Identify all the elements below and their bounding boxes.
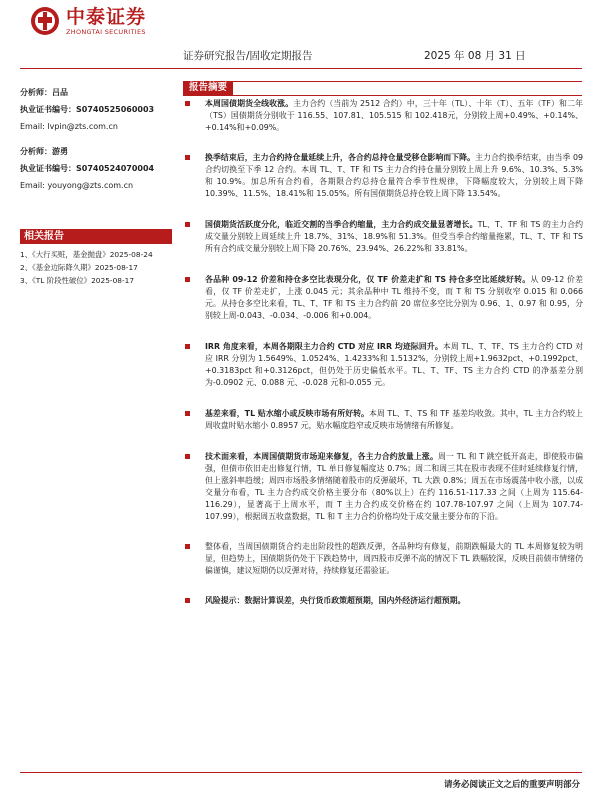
report-type: 证券研究报告/固收定期报告 xyxy=(183,50,313,62)
bullet-square-icon xyxy=(185,544,190,549)
point-text: 主力合约换季结束，由当季 09 合约切换至下季 12 合约。本周 TL、T、TF 和 TS 主力合约持仓量分别较上周上升 9.6%、10.3%、5.3%和 10.9%。加总所有合约看，各期限合约总持仓量符合季节性规律，下降幅度较大，分别较上周下降 10.39%、11.5%、18.41%和 15.05%。所有国债期货总持仓较上周下降 13.54%。 xyxy=(205,153,583,198)
zhongtai-logo-icon xyxy=(30,6,60,36)
risk-warning xyxy=(183,595,583,607)
company-logo xyxy=(30,6,146,36)
bullet-square-icon xyxy=(185,454,190,459)
summary-point xyxy=(183,451,583,523)
related-reports-list xyxy=(20,249,176,288)
analyst-name-row xyxy=(20,145,172,158)
abstract-title: 报告摘要 xyxy=(183,81,233,95)
summary-point xyxy=(183,219,583,255)
related-report-link[interactable]: 3、《TL 阶段性破位》2025-08-17 xyxy=(20,276,135,285)
cert-number: S0740524070004 xyxy=(76,164,155,173)
analyst-info xyxy=(20,86,172,196)
point-text: 周一 TL 和 T 跳空低开高走，即使股市偏强，但债市依旧走出修复行情，TL 单日修复幅度达 0.7%；周二和周三其在股市表现不佳时延续修复行情，但上涨斜率趋缓；周四市场股多情绪随着股市的反弹破坏，TL 大跌 0.8%；周五在市场震荡中收小涨，以成交量分布看，TL 主力合约成交价格主要分布（80%以上）在约 116.51-117.33 之间（上周为 115.64-116.29），显著高于上周水平，而 T 主力合约成交价格在约 107.78-107.97 之间（上周为 107.74-107.99），根据周五收盘数据，TL 和 T 主力合约价格均处于成交量主要分布的下沿。 xyxy=(205,452,583,521)
summary-point xyxy=(183,274,583,322)
analyst-name-row xyxy=(20,86,172,99)
analyst-email-row xyxy=(20,120,172,133)
point-headline: 风险提示：数据计算误差，央行货币政策超预期，国内外经济运行超预期。 xyxy=(205,596,466,605)
logo-chinese-name: 中泰证券 xyxy=(66,6,147,28)
cert-label: 执业证书编号： xyxy=(20,105,76,114)
point-headline: 本周国债期货全线收涨。 xyxy=(205,99,294,108)
bullet-square-icon xyxy=(185,344,190,349)
bullet-square-icon xyxy=(185,277,190,282)
abstract-body xyxy=(183,98,583,607)
footer-disclaimer: 请务必阅读正文之后的重要声明部分 xyxy=(443,780,580,790)
analyst-label: 分析师： xyxy=(20,147,52,156)
related-report-link[interactable]: 2、《基金边际降久期》2025-08-17 xyxy=(20,263,138,272)
summary-point xyxy=(183,152,583,200)
summary-point xyxy=(183,408,583,432)
header-divider xyxy=(20,68,582,69)
abstract-header-bar xyxy=(183,81,582,96)
analyst-label: 分析师： xyxy=(20,88,52,97)
analyst-email[interactable]: lvpin@zts.com.cn xyxy=(47,122,118,131)
summary-point xyxy=(183,541,583,577)
analyst-cert-row xyxy=(20,162,172,175)
analyst-cert-row xyxy=(20,103,172,116)
footer-divider xyxy=(20,772,582,773)
point-text: 主力合约（当前为 2512 合约）中，三十年（TL）、十年（T）、五年（TF）和二年（TS）国债期货分别收于 116.55、107.81、105.515 和 102.418元，分别较上周+0.49%、+0.14%、+0.14%和+0.09%。 xyxy=(205,99,583,132)
bullet-square-icon xyxy=(185,411,190,416)
bullet-square-icon xyxy=(185,155,190,160)
analyst-email[interactable]: youyong@zts.com.cn xyxy=(47,181,134,190)
bullet-square-icon xyxy=(185,101,190,106)
related-report-link[interactable]: 1、《大行买赃，基金抛盘》2025-08-24 xyxy=(20,250,153,259)
logo-english-name: ZHONGTAI SECURITIES xyxy=(66,28,146,36)
point-text: 整体看，当周国债期货合约走出阶段性的超跌反弹，各品种均有修复，前期跌幅最大的 TL 本周修复较为明显，但趋势上，国债期货仍处于下跌趋势中，周四股市反弹不高的情况下 TL 跌幅较深，反映目前债市情绪仍偏谨慎，建议短期仍以反弹对待，持续修复还需验证。 xyxy=(205,542,583,575)
point-headline: 基差来看，TL 贴水缩小或反映市场有所好转。 xyxy=(205,409,369,418)
point-headline: 换季结束后，主力合约持仓量延续上升，各合约总持仓量受移仓影响而下降。 xyxy=(205,153,476,162)
analyst-name: 吕品 xyxy=(52,88,68,97)
point-text: 从 09-12 价差看，仅 TF 价差走扩，上涨 0.045 元；其余品种中 TL 维持不变，而 T 和 TS 分别收窄 0.015 和 0.066 元。从持仓多空比来看，TL、T、TF 和 TS 主力合约前 20 席位多空比分别为 0.96、1、0.97 和 0.95，分别较上周-0.043、-0.034、-0.006 和+0.004。 xyxy=(205,275,583,320)
point-text: 本周 TL、T、TF、TS 主力合约 CTD 对应 IRR 分别为 1.5649%、1.0524%、1.4233%和 1.5132%，分别较上周+1.9632pct、+0.1992pct、+0.3183pct 和+0.3126pct，但仍处于历史偏低水平。TL、T、TF、TS 主力合约 CTD 的净基差分别为-0.0902 元、0.088 元、-0.028 元和-0.055 元。 xyxy=(205,342,583,387)
analyst-email-row xyxy=(20,179,172,192)
bullet-square-icon xyxy=(185,222,190,227)
email-label: Email: xyxy=(20,181,45,190)
point-headline: 国债期货活跃度分化，临近交割的当季合约缩量，主力合约成交量显著增长。 xyxy=(205,220,478,229)
bullet-square-icon xyxy=(185,598,190,603)
point-headline: IRR 角度来看，本周各期限主力合约 CTD 对应 IRR 均迹际回升。 xyxy=(205,342,443,351)
summary-point xyxy=(183,98,583,134)
point-text: TL、T、TF 和 TS 的主力合约成交量分别较上周延续上升 18.7%、31%、18.9%和 51.3%。但受当季合约缩量拖累，TL、T、TF 和 TS 所有合约成交量分别较上周下降 20.76%、23.94%、26.22%和 33.81%。 xyxy=(205,220,583,253)
related-reports-header: 相关报告 xyxy=(20,229,172,244)
summary-point xyxy=(183,341,583,389)
cert-number: S0740525060003 xyxy=(76,105,155,114)
cert-label: 执业证书编号： xyxy=(20,164,76,173)
point-headline: 技术面来看，本周国债期货市场迎来修复，各主力合约放量上涨。 xyxy=(205,452,438,461)
point-text: 本周 TL、T、TS 和 TF 基差均收敛。其中，TL 主力合约较上周收盘时贴水缩小 0.8957 元，贴水幅度趋窄或反映市场情绪有所修复。 xyxy=(205,409,583,430)
email-label: Email: xyxy=(20,122,45,131)
report-date: 2025 年 08 月 31 日 xyxy=(424,50,526,62)
point-headline: 各品种 09-12 价差和持仓多空比表现分化，仅 TF 价差走扩和 TS 持仓多空比延续好转。 xyxy=(205,275,531,284)
analyst-name: 游勇 xyxy=(52,147,68,156)
